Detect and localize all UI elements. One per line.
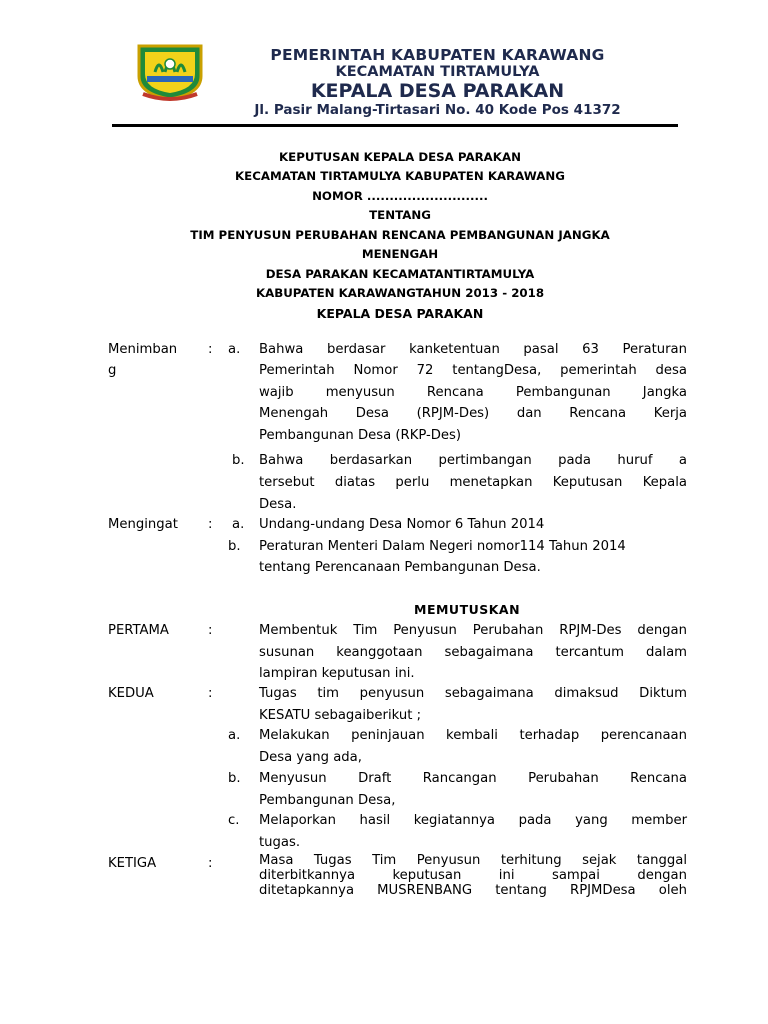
list-marker: a. [228, 728, 241, 743]
menimbang-a-text: Bahwa berdasar kanketentuan pasal 63 Peraturan [259, 342, 687, 357]
decree-issuer: KEPALA DESA PARAKAN [316, 306, 484, 321]
decree-title-line: KECAMATAN TIRTAMULYA KABUPATEN KARAWANG [235, 169, 565, 183]
pertama-colon: : [208, 623, 213, 638]
pertama-text: lampiran keputusan ini. [259, 666, 415, 681]
list-marker: b. [228, 539, 241, 554]
ketiga-colon: : [208, 856, 213, 871]
menimbang-b-text: Desa. [259, 497, 297, 512]
kedua-a-text: Desa yang ada, [259, 750, 362, 765]
kedua-b-text: Menyusun Draft Rancangan Perubahan Rencana [259, 771, 687, 786]
menimbang-a-text: Pembangunan Desa (RKP-Des) [259, 428, 462, 443]
menimbang-a-text: Pemerintah Nomor 72 tentangDesa, pemerintah desa [259, 363, 687, 378]
ketiga-text: ditetapkannya MUSRENBANG tentang RPJMDesa oleh [259, 883, 687, 898]
menimbang-b-text: tersebut diatas perlu menetapkan Keputusan Kepala [259, 475, 687, 490]
list-marker: a. [228, 342, 241, 357]
decree-subject: MENENGAH [361, 247, 439, 261]
decree-subject: KABUPATEN KARAWANGTAHUN 2013 - 2018 [255, 286, 545, 300]
mengingat-label: Mengingat [108, 517, 178, 532]
mengingat-b-text: Peraturan Menteri Dalam Negeri nomor114 Tahun 2014 [259, 539, 626, 554]
memutuskan-heading: MEMUTUSKAN [414, 602, 521, 617]
mengingat-a-text: Undang-undang Desa Nomor 6 Tahun 2014 [259, 517, 545, 532]
ketiga-text: diterbitkannya keputusan ini sampai dengan [259, 868, 687, 883]
decree-subject: DESA PARAKAN KECAMATANTIRTAMULYA [265, 267, 535, 281]
letterhead-district: KECAMATAN TIRTAMULYA [335, 64, 540, 80]
kedua-text: KESATU sebagaiberikut ; [259, 708, 422, 723]
letterhead-office: KEPALA DESA PARAKAN [310, 80, 565, 102]
list-marker: a. [232, 517, 245, 532]
pertama-text: susunan keanggotaan sebagaimana tercantum dalam [259, 645, 687, 660]
letterhead-address: Jl. Pasir Malang-Tirtasari No. 40 Kode Pos 41372 [254, 102, 621, 118]
kedua-colon: : [208, 686, 213, 701]
menimbang-label: g [108, 363, 117, 378]
kedua-text: Tugas tim penyusun sebagaimana dimaksud Diktum [259, 686, 687, 701]
menimbang-a-text: Menengah Desa (RPJM-Des) dan Rencana Kerja [259, 406, 687, 421]
mengingat-colon: : [208, 517, 213, 532]
pertama-text: Membentuk Tim Penyusun Perubahan RPJM-Des dengan [259, 623, 687, 638]
mengingat-b-text: tentang Perencanaan Pembangunan Desa. [259, 560, 541, 575]
kedua-b-text: Pembangunan Desa, [259, 793, 396, 808]
letterhead-government: PEMERINTAH KABUPATEN KARAWANG [270, 46, 605, 64]
menimbang-a-text: wajib menyusun Rencana Pembangunan Jangka [259, 385, 687, 400]
list-marker: b. [232, 453, 245, 468]
kedua-c-text: Melaporkan hasil kegiatannya pada yang member [259, 813, 687, 828]
letterhead-divider [112, 124, 678, 127]
list-marker: c. [228, 813, 240, 828]
pertama-label: PERTAMA [108, 623, 169, 638]
kedua-label: KEDUA [108, 686, 154, 701]
kedua-c-text: tugas. [259, 835, 301, 850]
list-marker: b. [228, 771, 241, 786]
decree-subject: TIM PENYUSUN PERUBAHAN RENCANA PEMBANGUNAN JANGKA [190, 228, 610, 242]
decree-number: NOMOR ........................... [312, 189, 488, 203]
decree-title-line: KEPUTUSAN KEPALA DESA PARAKAN [279, 150, 521, 164]
ketiga-label: KETIGA [108, 856, 157, 871]
ketiga-text: Masa Tugas Tim Penyusun terhitung sejak tanggal [259, 853, 687, 868]
karawang-emblem-logo [133, 42, 207, 102]
menimbang-colon: : [208, 342, 213, 357]
decree-title-line: TENTANG [369, 208, 431, 222]
kedua-a-text: Melakukan peninjauan kembali terhadap perencanaan [259, 728, 687, 743]
menimbang-label: Menimban [108, 342, 178, 357]
menimbang-b-text: Bahwa berdasarkan pertimbangan pada huruf a [259, 453, 687, 468]
